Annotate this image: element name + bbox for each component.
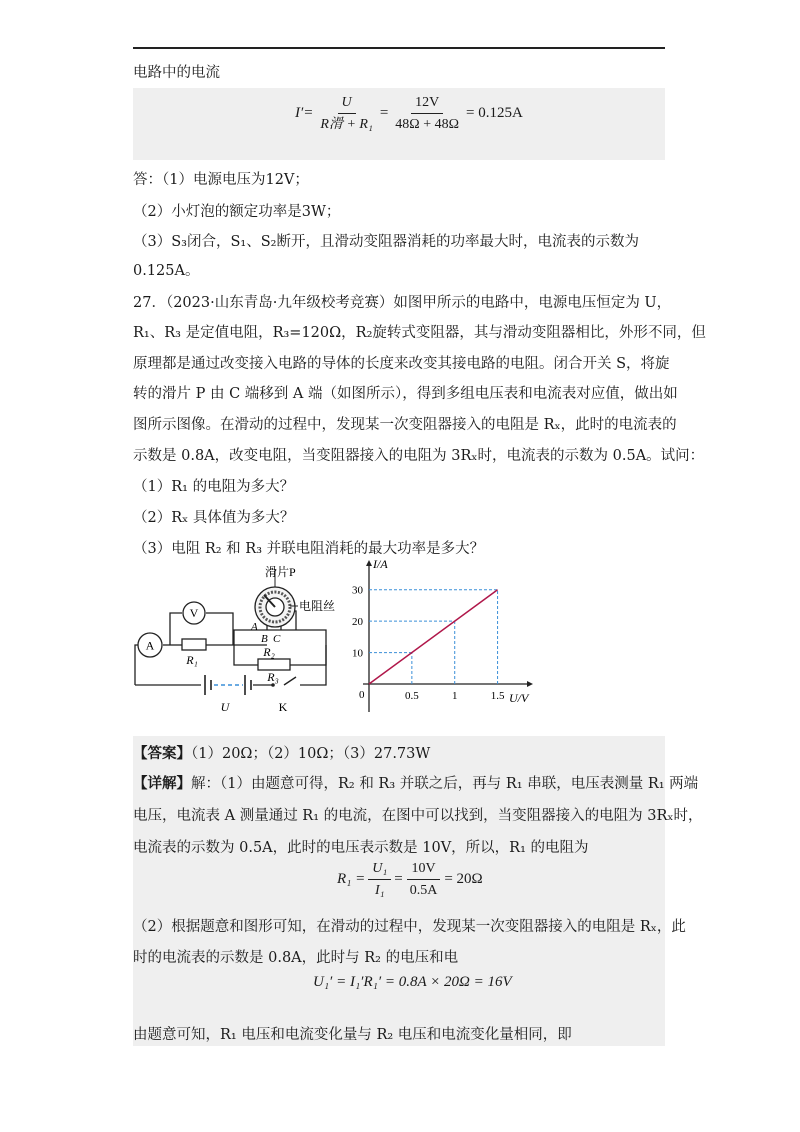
eq2-equals: =	[394, 871, 403, 887]
eq2-num: U₁	[368, 860, 391, 880]
eq1-lhs: I′=	[295, 105, 314, 121]
label-terminal-a: A	[251, 621, 258, 633]
y-axis-arrow-icon	[366, 560, 372, 566]
formula-block-1	[133, 88, 665, 160]
eq2-den: I₁	[374, 883, 385, 898]
x-axis-arrow-icon	[527, 681, 533, 687]
label-r2: R₂	[263, 645, 275, 659]
y-tick-label: 30	[352, 584, 363, 597]
eq1-den2: 48Ω + 48Ω	[395, 117, 460, 132]
answer-line-3a: （3）S₃闭合，S₁、S₂断开，且滑动变阻器消耗的功率最大时，电流表的示数为	[133, 234, 639, 250]
x-tick-label: 1.5	[490, 690, 505, 702]
eq2-lhs: R₁ =	[337, 871, 366, 887]
label-source-u: U	[220, 700, 230, 714]
detail-row-4: （2）根据题意和图形可知，在滑动的过程中，发现某一次变阻器接入的电阻是 Rₓ，此	[133, 919, 686, 935]
question-line-3: 原理都是通过改变接入电路的导体的长度来改变其接电路的电阻。闭合开关 S，将旋	[133, 356, 670, 372]
label-r3: R₃	[267, 670, 279, 684]
label-resistance-wire: 电阻丝	[299, 599, 336, 613]
detail-row-2: 电压，电流表 A 测量通过 R₁ 的电流，在图中可以找到，当变阻器接入的电阻为 3Rₓ时，	[133, 808, 703, 824]
question-line-6: 示数是 0.8A，改变电阻，当变阻器接入的电阻为 3Rₓ时，电流表的示数为 0.5A。试问：	[133, 448, 705, 464]
answer-row	[133, 744, 430, 764]
eq2-rhs: = 20Ω	[444, 871, 483, 887]
origin-label: 0	[359, 689, 365, 701]
y-axis-label: I/A	[373, 560, 388, 571]
answer-label: 【答案】	[133, 745, 191, 762]
equation-current	[295, 94, 523, 133]
eq2-frac-1	[368, 860, 391, 899]
header-rule	[133, 47, 665, 49]
eq2-num2: 10V	[407, 860, 439, 880]
question-line-4: 转的滑片 P 由 C 端移到 A 端（如图所示），得到多组电压表和电流表对应值，做出如	[133, 386, 678, 402]
text-current-intro: 电路中的电流	[133, 65, 220, 81]
eq1-frac-2	[391, 94, 463, 133]
label-slider-p: 滑片P	[265, 565, 296, 579]
eq1-num: U	[338, 94, 356, 114]
y-tick-label: 10	[352, 647, 363, 660]
ammeter-label: A	[145, 638, 155, 653]
equation-r1	[337, 860, 483, 899]
detail-row-6: 由题意可知，R₁ 电压和电流变化量与 R₂ 电压和电流变化量相同，即	[133, 1027, 572, 1043]
answer-values: （1）20Ω；（2）10Ω；（3）27.73W	[191, 746, 431, 762]
answer-line-3b: 0.125A。	[133, 263, 200, 279]
iu-graph	[343, 560, 533, 720]
eq1-frac-1	[316, 94, 376, 133]
detail-row-3: 电流表的示数为 0.5A，此时的电压表示数是 10V，所以，R₁ 的电阻为	[133, 840, 589, 856]
x-tick-label: 0.5	[404, 690, 419, 702]
series-line	[369, 590, 498, 684]
detail-row-5: 时的电流表的示数是 0.8A，此时与 R₂ 的电压和电	[133, 950, 459, 966]
sub-question-2: （2）Rₓ 具体值为多大？	[133, 510, 295, 526]
x-tick-label: 1	[451, 690, 458, 702]
label-terminal-c: C	[273, 633, 281, 645]
detail-row-1	[133, 774, 698, 794]
voltmeter-label: V	[189, 606, 199, 620]
sub-question-1: （1）R₁ 的电阻为多大？	[133, 479, 295, 495]
question-line-1: 27．（2023·山东青岛·九年级校考竞赛）如图甲所示的电路中，电源电压恒定为 U，	[133, 295, 672, 311]
equation-u1: U₁′ = I₁′R₁′ = 0.8A × 20Ω = 16V	[313, 974, 512, 990]
question-line-5: 图所示图像。在滑动的过程中，发现某一次变阻器接入的电阻是 Rₓ，此时的电流表的	[133, 417, 677, 433]
eq1-rhs: = 0.125A	[466, 105, 523, 121]
label-terminal-b: B	[261, 633, 268, 645]
eq1-equals: =	[379, 105, 389, 121]
eq1-num2: 12V	[411, 94, 443, 114]
eq2-den2: 0.5A	[409, 883, 438, 898]
y-tick-label: 20	[352, 616, 363, 629]
answer-line-2: （2）小灯泡的额定功率是3W；	[133, 204, 341, 220]
resistor-r1	[182, 639, 206, 650]
detail-label: 【详解】	[133, 775, 191, 792]
label-r1: R₁	[186, 653, 198, 667]
sub-question-3: （3）电阻 R₂ 和 R₃ 并联电阻消耗的最大功率是多大？	[133, 541, 485, 557]
detail-text-1: 解：（1）由题意可得，R₂ 和 R₃ 并联之后，再与 R₁ 串联，电压表测量 R₁ 两端	[191, 776, 699, 792]
question-line-2: R₁、R₃ 是定值电阻，R₃=120Ω，R₂旋转式变阻器，其与滑动变阻器相比，外形不同，但	[133, 325, 706, 341]
x-axis-label: U/V	[509, 691, 529, 705]
answer-line-1: 答：（1）电源电压为12V；	[133, 172, 309, 188]
eq1-den: R滑 + R₁	[320, 117, 373, 132]
resistor-r2	[258, 659, 290, 670]
eq2-frac-2	[406, 860, 442, 899]
label-switch-k: K	[278, 700, 288, 714]
circuit-diagram	[133, 563, 348, 718]
